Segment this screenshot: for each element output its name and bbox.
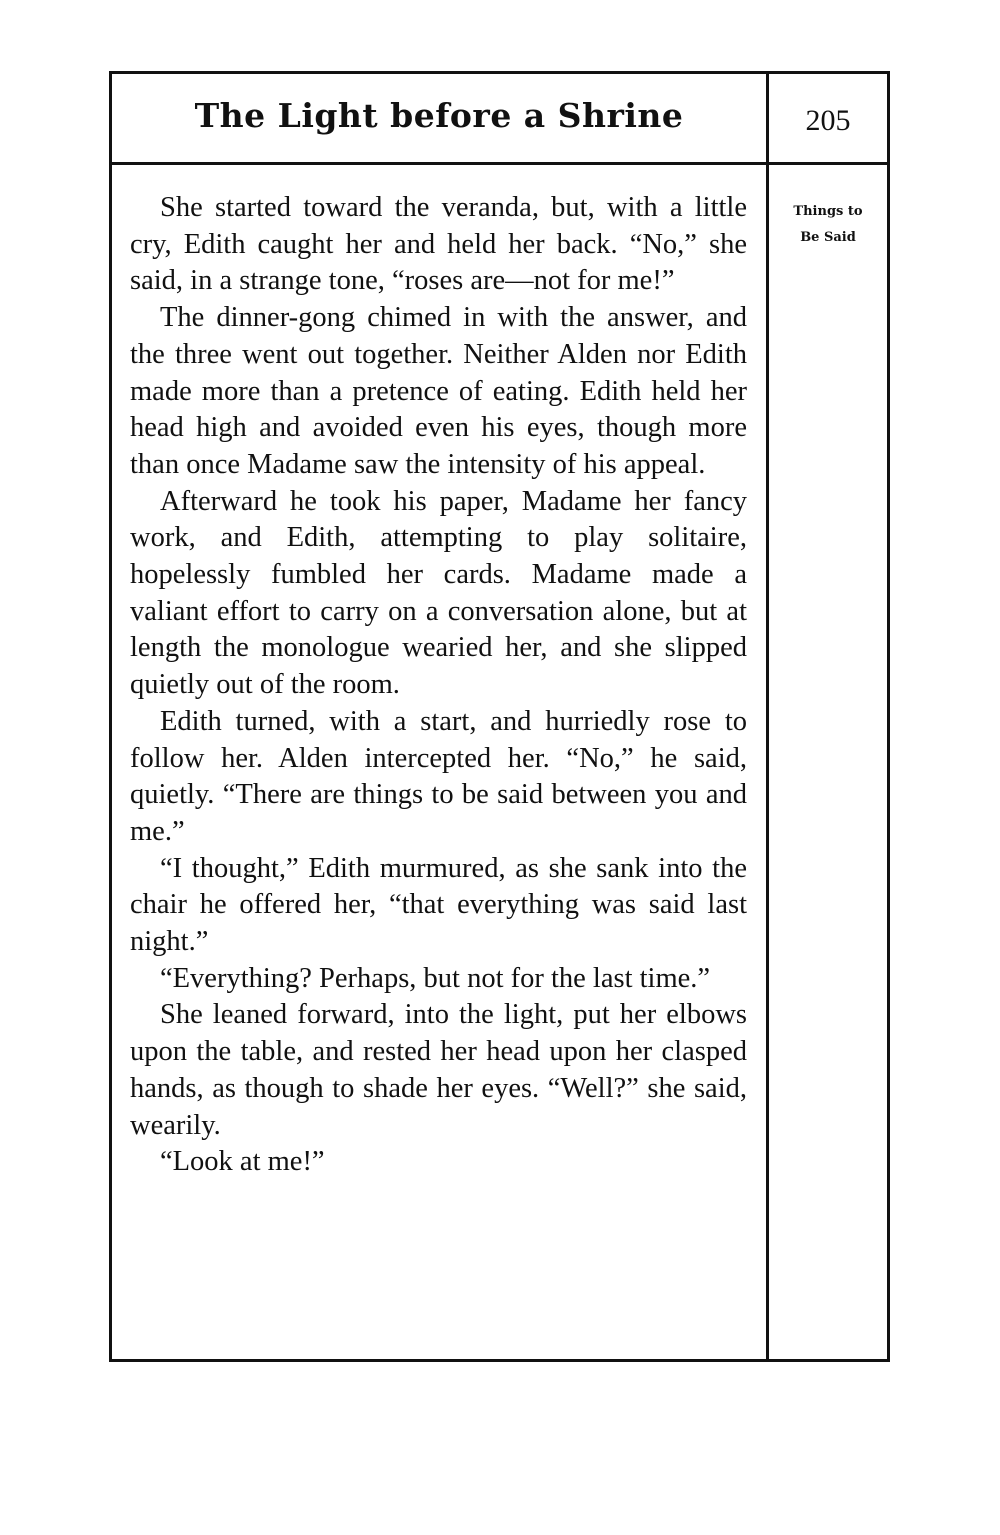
- body-text: [130, 190, 747, 1181]
- paragraph: She leaned forward, into the light, put her elbows upon the table, and rested her head upon her clasped hands, as though to shade her eyes. “Well?” she said, wearily.: [130, 999, 747, 1141]
- margin-note-line-2: Be Said: [800, 230, 856, 245]
- paragraph: “Look at me!”: [160, 1146, 325, 1178]
- margin-divider: [766, 71, 769, 1362]
- margin-note-line-1: Things to: [793, 204, 863, 219]
- paragraph: “I thought,” Edith murmured, as she sank into the chair he offered her, “that everything was said last night.”: [130, 852, 747, 958]
- paragraph: Afterward he took his paper, Madame her fancy work, and Edith, attempting to play solitaire, hopelessly fumbled her cards. Madame made a valiant effort to carry on a conversation alone, but at length the monologue wearied her, and she slipped quietly out of the room.: [130, 485, 747, 701]
- paragraph: Edith turned, with a start, and hurriedly rose to follow her. Alden intercepted her. “No,” he said, quietly. “There are things to be said between you and me.”: [130, 705, 747, 847]
- paragraph: “Everything? Perhaps, but not for the last time.”: [160, 962, 711, 994]
- running-title: The Light before a Shrine: [194, 96, 684, 135]
- paragraph: The dinner-gong chimed in with the answer, and the three went out together. Neither Alden nor Edith made more than a pretence of eating. Edith held her head high and avoided even his eyes, though more than once Madame saw the intensity of his appeal.: [130, 302, 747, 480]
- margin-note: [769, 199, 887, 251]
- header-divider: [109, 162, 890, 165]
- paragraph: She started toward the veranda, but, with a little cry, Edith caught her and held her back. “No,” she said, in a strange tone, “roses are—not for me!”: [130, 192, 747, 297]
- page-number: 205: [805, 104, 851, 137]
